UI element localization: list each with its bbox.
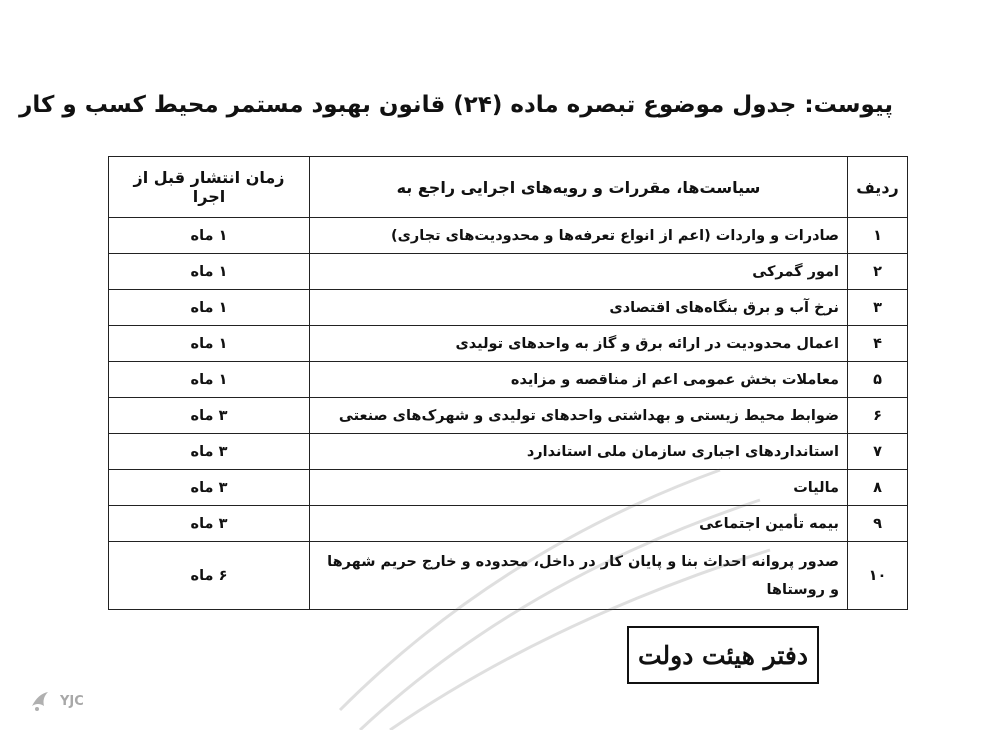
header-policy: سیاست‌ها، مقررات و رویه‌های اجرایی راجع به	[310, 157, 848, 218]
row-policy: امور گمرکی	[310, 254, 848, 290]
row-policy: بیمه تأمین اجتماعی	[310, 506, 848, 542]
row-number: ۱	[848, 218, 908, 254]
table-row	[109, 326, 908, 362]
row-publish-time: ۱ ماه	[109, 254, 310, 290]
table-row	[109, 398, 908, 434]
row-publish-time: ۳ ماه	[109, 506, 310, 542]
table-row	[109, 362, 908, 398]
row-number: ۹	[848, 506, 908, 542]
row-policy: نرخ آب و برق بنگاه‌های اقتصادی	[310, 290, 848, 326]
row-number: ۴	[848, 326, 908, 362]
row-policy: مالیات	[310, 470, 848, 506]
row-number: ۲	[848, 254, 908, 290]
yjc-logo-icon	[28, 688, 54, 714]
yjc-logo	[28, 688, 84, 714]
header-publish-time: زمان انتشار قبل از اجرا	[109, 157, 310, 218]
table-row	[109, 254, 908, 290]
table-row	[109, 470, 908, 506]
table-row	[109, 506, 908, 542]
logo-text: YJC	[60, 693, 84, 709]
table-header-row	[109, 157, 908, 218]
table-row	[109, 542, 908, 610]
row-publish-time: ۶ ماه	[109, 542, 310, 610]
row-number: ۳	[848, 290, 908, 326]
row-publish-time: ۳ ماه	[109, 398, 310, 434]
row-publish-time: ۱ ماه	[109, 290, 310, 326]
policy-table	[108, 156, 908, 610]
row-policy: اعمال محدودیت در ارائه برق و گاز به واحدهای تولیدی	[310, 326, 848, 362]
table-row	[109, 218, 908, 254]
cabinet-office-stamp: دفتر هیئت دولت	[627, 626, 819, 684]
row-policy: ضوابط محیط زیستی و بهداشتی واحدهای تولیدی و شهرک‌های صنعتی	[310, 398, 848, 434]
table-row	[109, 290, 908, 326]
row-number: ۵	[848, 362, 908, 398]
row-number: ۸	[848, 470, 908, 506]
row-publish-time: ۱ ماه	[109, 218, 310, 254]
row-publish-time: ۳ ماه	[109, 434, 310, 470]
row-number: ۷	[848, 434, 908, 470]
row-number: ۱۰	[848, 542, 908, 610]
row-policy: صدور پروانه احداث بنا و پایان کار در داخل، محدوده و خارج حریم شهرها و روستاها	[310, 542, 848, 610]
row-policy: استانداردهای اجباری سازمان ملی استاندارد	[310, 434, 848, 470]
row-policy: صادرات و واردات (اعم از انواع تعرفه‌ها و محدودیت‌های تجاری)	[310, 218, 848, 254]
table-row	[109, 434, 908, 470]
row-policy: معاملات بخش عمومی اعم از مناقصه و مزایده	[310, 362, 848, 398]
row-publish-time: ۱ ماه	[109, 326, 310, 362]
header-row-number: ردیف	[848, 157, 908, 218]
row-number: ۶	[848, 398, 908, 434]
row-publish-time: ۱ ماه	[109, 362, 310, 398]
page-title: پیوست: جدول موضوع تبصره ماده (۲۴) قانون بهبود مستمر محیط کسب و کار	[19, 92, 893, 118]
row-publish-time: ۳ ماه	[109, 470, 310, 506]
